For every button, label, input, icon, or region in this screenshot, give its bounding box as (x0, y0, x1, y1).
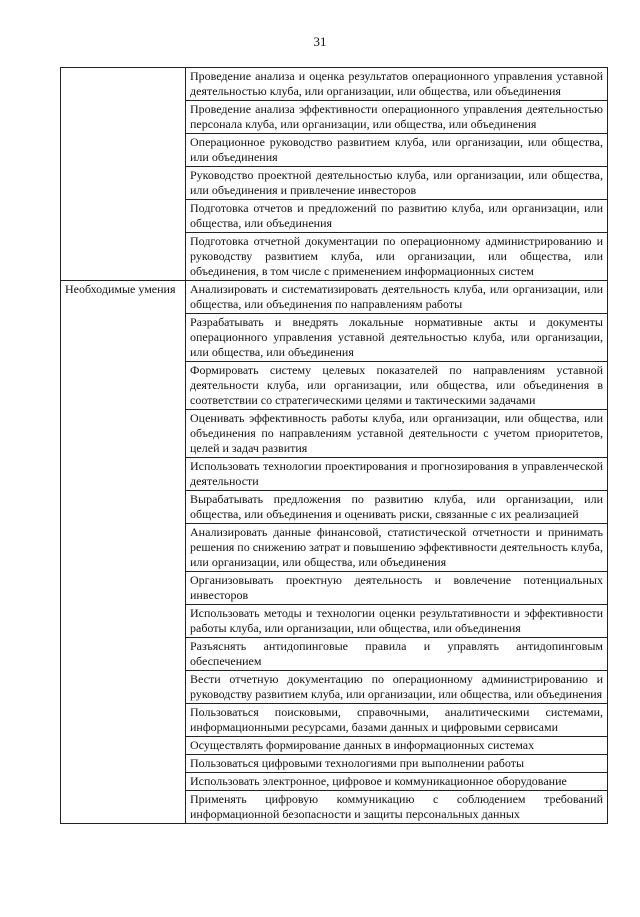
page-number: 31 (313, 34, 327, 49)
labor-actions-label-cell (61, 68, 186, 281)
table-row (61, 281, 608, 314)
skill-cell: Оценивать эффективность работы клуба, или организации, или общества, или объединения по направлениям уставной деятельности с учетом приоритетов, целей и задач развития (186, 410, 608, 458)
skill-cell: Разъяснять антидопинговые правила и управлять антидопинговым обеспечением (186, 638, 608, 671)
labor-action-cell: Подготовка отчетной документации по операционному администрированию и руководству развитием клуба, или организации, или общества, или объединения, в том числе с применением информационных систем (186, 233, 608, 281)
skill-cell: Анализировать и систематизировать деятельность клуба, или организации, или общества, или объединения по направлениям работы (186, 281, 608, 314)
skill-cell: Формировать систему целевых показателей по направлениям уставной деятельности клуба, или организации, или общества, или объединения в соответствии со стратегическими целями и тактическими задачами (186, 362, 608, 410)
skill-cell: Организовывать проектную деятельность и вовлечение потенциальных инвесторов (186, 572, 608, 605)
skill-cell: Вести отчетную документацию по операционному администрированию и руководству развитием клуба, или организации, или общества, или объединения (186, 671, 608, 704)
skill-cell: Использовать методы и технологии оценки результативности и эффективности работы клуба, или организации, или общества, или объединения (186, 605, 608, 638)
skill-cell: Вырабатывать предложения по развитию клуба, или организации, или общества, или объединения и оценивать риски, связанные с их реализацией (186, 491, 608, 524)
skills-label: Необходимые умения (61, 281, 186, 824)
skill-cell: Пользоваться цифровыми технологиями при выполнении работы (186, 755, 608, 773)
labor-action-cell: Подготовка отчетов и предложений по развитию клуба, или организации, или общества, или объединения (186, 200, 608, 233)
labor-action-cell: Операционное руководство развитием клуба, или организации, или общества, или объединения (186, 134, 608, 167)
skill-cell: Анализировать данные финансовой, статистической отчетности и принимать решения по снижению затрат и повышению эффективности деятельность клуба, или организации, или общества, или объединения (186, 524, 608, 572)
labor-action-cell: Руководство проектной деятельностью клуба, или организации, или общества, или объединения и привлечение инвесторов (186, 167, 608, 200)
table-row (61, 68, 608, 101)
skill-cell: Разрабатывать и внедрять локальные нормативные акты и документы операционного управления уставной деятельностью клуба, или организации, или общества, или объединения (186, 314, 608, 362)
skill-cell: Использовать технологии проектирования и прогнозирования в управленческой деятельности (186, 458, 608, 491)
skill-cell: Использовать электронное, цифровое и коммуникационное оборудование (186, 773, 608, 791)
skill-cell: Осуществлять формирование данных в информационных системах (186, 737, 608, 755)
labor-action-cell: Проведение анализа и оценка результатов операционного управления уставной деятельностью клуба, или организации, или общества, или объединения (186, 68, 608, 101)
requirements-table (60, 67, 608, 824)
labor-action-cell: Проведение анализа эффективности операционного управления деятельностью персонала клуба, или организации, или общества, или объединения (186, 101, 608, 134)
skill-cell: Применять цифровую коммуникацию с соблюдением требований информационной безопасности и защиты персональных данных (186, 791, 608, 824)
skill-cell: Пользоваться поисковыми, справочными, аналитическими системами, информационными ресурсами, базами данных и цифровыми сервисами (186, 704, 608, 737)
